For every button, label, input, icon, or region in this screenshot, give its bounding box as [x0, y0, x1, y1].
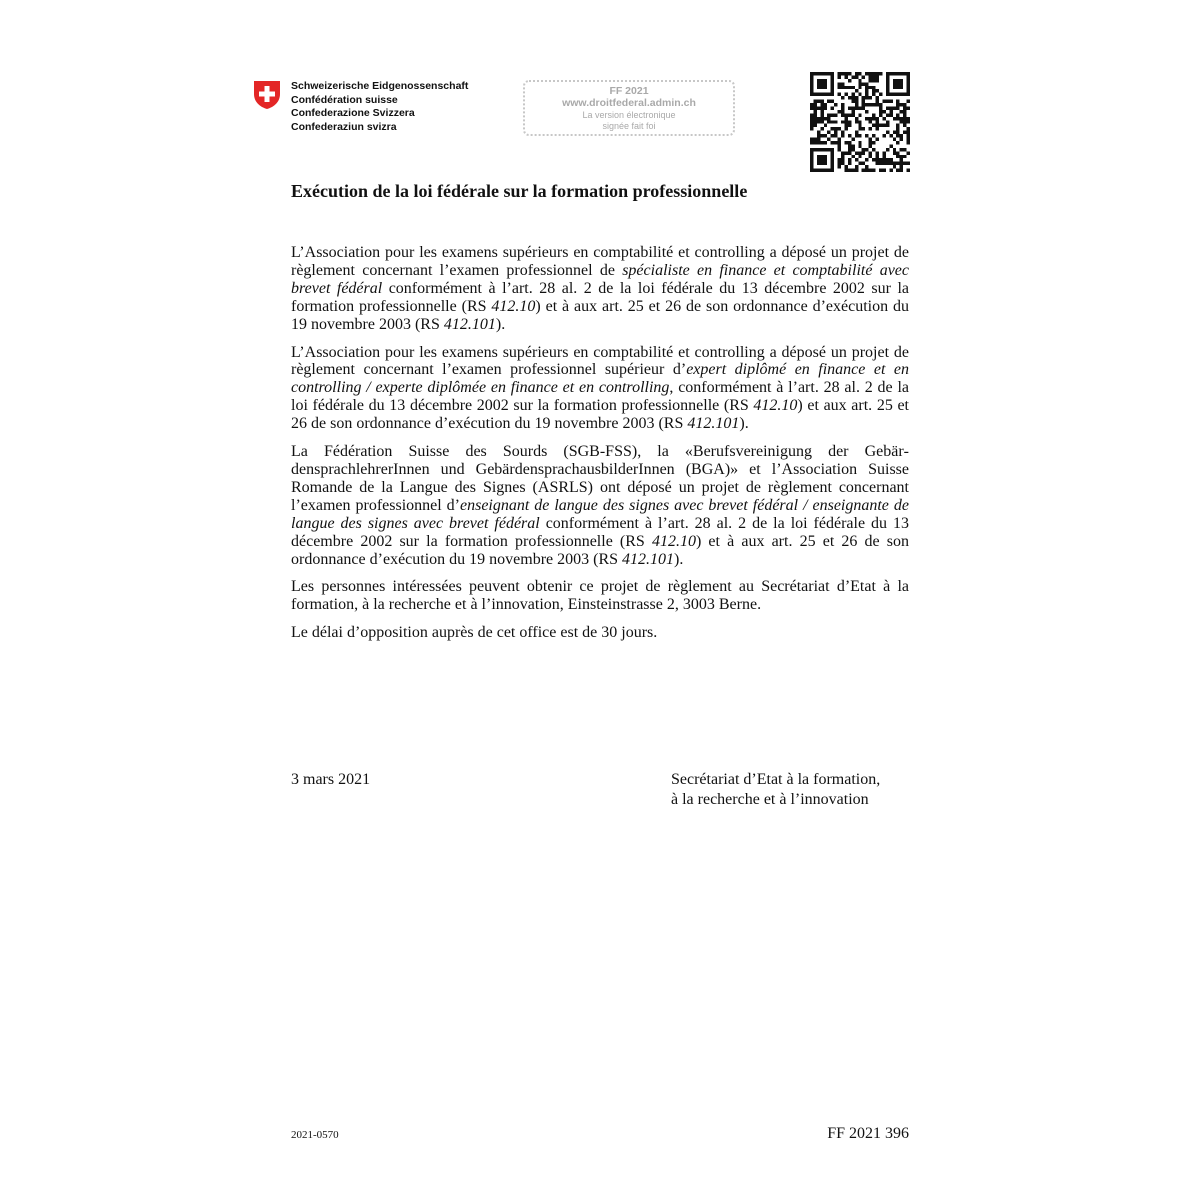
issuing-office	[671, 770, 880, 810]
document-number: 2021-0570	[291, 1129, 339, 1141]
federal-gazette-reference: FF 2021 396	[827, 1125, 909, 1142]
p1-text-g: ).	[495, 315, 506, 333]
p3-text-a: La Fédération Suisse des Sourds (SGB-FSS), la «Berufsvereinigung der GebärdensprachlehrerInnen und GebärdensprachausbilderInnen (BGA)» et l’Association Suisse Romande de la Langue des Signes (ASRLS) ont déposé un projet de règlement concernant l’examen professionnel d’	[291, 443, 909, 514]
p2-text-c: , conformément à l’art. 28 al. 2 de la loi fédérale du 13 décembre 2002 sur la formation professionnelle (RS	[291, 379, 909, 415]
confederation-name-de: Schweizerische Eidgenossenschaft	[291, 80, 469, 92]
paragraph-4: Les personnes intéressées peuvent obtenir ce projet de règlement au Secrétariat d’Etat à la formation, à la recherche et à l’innovation, Einsteinstrasse 2, 3003 Berne.	[291, 578, 909, 614]
p2-rs-1: 412.10	[753, 397, 798, 415]
p2-title-italic: expert diplômé en finance et en controlling / experte diplômée en finance et en controlling	[291, 361, 910, 397]
p1-text-c: conformément à l’art. 28 al. 2 de la loi fédérale du 13 décembre 2002 sur la formation professionnelle (RS	[291, 279, 910, 315]
p3-text-g: ).	[674, 550, 684, 568]
stamp-line-2: www.droitfederal.admin.ch	[562, 97, 696, 109]
electronic-signature-stamp	[523, 80, 735, 136]
document-title: Exécution de la loi fédérale sur la formation professionnelle	[291, 181, 748, 201]
stamp-line-4: signée fait foi	[602, 121, 656, 131]
paragraph-2	[291, 344, 909, 434]
p1-text-e: ) et à aux art. 25 et 26 de son ordonnance d’exécution du 19 novembre 2003 (RS	[291, 297, 910, 333]
issuing-office-line-1: Secrétariat d’Etat à la formation,	[671, 771, 881, 788]
stamp-line-3: La version électronique	[582, 110, 676, 120]
p2-text-a: L’Association pour les examens supérieurs en comptabilité et controlling a déposé un projet de règlement concernant l’examen professionnel supérieur d’	[291, 343, 909, 379]
p1-title-italic: spécialiste en finance et comptabilité avec brevet fédéral	[291, 261, 909, 297]
issuing-office-line-2: à la recherche et à l’innovation	[671, 791, 869, 808]
qr-code-icon	[810, 72, 910, 172]
p2-rs-2: 412.101	[687, 415, 740, 433]
confederation-name-it: Confederazione Svizzera	[291, 107, 415, 119]
document-date: 3 mars 2021	[291, 771, 371, 788]
p2-text-e: ) et aux art. 25 et 26 de son ordonnance d’exécution du 19 novembre 2003 (RS	[291, 397, 909, 433]
p3-text-c: conformément à l’art. 28 al. 2 de la loi fédérale du 13 décembre 2002 sur la formation professionnelle (RS	[291, 514, 909, 550]
p3-text-e: ) et à aux art. 25 et 26 de son ordonnance d’exécution du 19 novembre 2003 (RS	[291, 532, 910, 568]
p1-text-a: L’Association pour les examens supérieurs en comptabilité et controlling a déposé un projet de règlement concernant l’examen professionnel de	[291, 244, 909, 279]
confederation-names	[291, 80, 468, 134]
p3-title-italic: enseignant de langue des signes avec brevet fédéral / enseignante de langue des signes avec brevet fédéral	[291, 496, 909, 532]
swiss-cross-icon	[252, 80, 282, 110]
paragraph-3	[291, 443, 909, 568]
p3-rs-1: 412.10	[651, 532, 696, 550]
p1-rs-2: 412.101	[443, 315, 496, 333]
paragraph-1	[291, 244, 909, 334]
document-body	[291, 244, 909, 652]
p1-rs-1: 412.10	[491, 297, 536, 315]
confederation-name-fr: Confédération suisse	[291, 93, 398, 106]
confederation-name-rm: Confederaziun svizra	[291, 120, 397, 133]
paragraph-5: Le délai d’opposition auprès de cet office est de 30 jours.	[291, 624, 658, 642]
p3-rs-2: 412.101	[622, 550, 675, 568]
p2-text-g: ).	[739, 415, 749, 433]
stamp-line-1: FF 2021	[609, 85, 649, 97]
